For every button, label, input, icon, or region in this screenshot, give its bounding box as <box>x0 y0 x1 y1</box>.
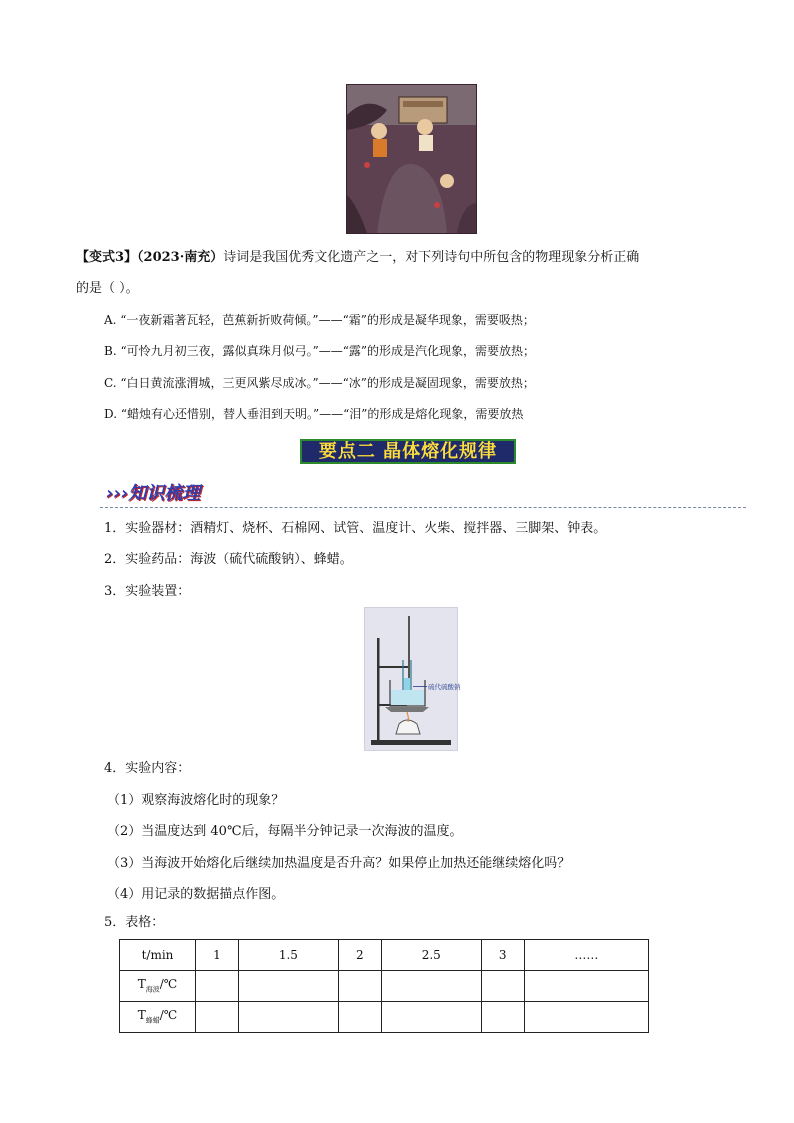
table-cell <box>381 971 481 1002</box>
item-apparatus: 3．实验装置： <box>104 584 191 599</box>
item-table-label: 5．表格： <box>104 915 165 930</box>
question-stem-text: 诗词是我国优秀文化遗产之一，对下列诗句中所包含的物理现象分析正确 <box>223 250 640 265</box>
step-1: （1）观察海波熔化时的现象？ <box>107 793 285 808</box>
table-cell <box>338 971 381 1002</box>
table-cell <box>524 1002 648 1033</box>
table-cell <box>238 1002 338 1033</box>
option-a: A. “一夜新霜著瓦轻，芭蕉新折败荷倾。”——“霜”的形成是凝华现象，需要吸热； <box>104 313 535 327</box>
option-d: D. “蜡烛有心还惜别，替人垂泪到天明。”——“泪”的形成是熔化现象，需要放热 <box>104 407 524 421</box>
question-stem-line1 <box>76 249 639 267</box>
table-row <box>120 1002 649 1033</box>
header-cell: 3 <box>481 940 524 971</box>
row-label-wax: $T_{蜂蜡}/℃$ <box>120 1002 196 1033</box>
step-4: （4）用记录的数据描点作图。 <box>107 887 285 902</box>
table-cell <box>196 1002 239 1033</box>
item-materials: 1．实验器材：酒精灯、烧杯、石棉网、试管、温度计、火柴、搅拌器、三脚架、钟表。 <box>104 521 607 536</box>
table-cell <box>381 1002 481 1033</box>
question-stem-line2: 的是（ ）。 <box>76 281 139 296</box>
knowledge-banner: ›››知识梳理 <box>106 483 201 504</box>
section-title: 要点二 晶体熔化规律 <box>300 439 516 464</box>
apparatus-label: 硫代硫酸钠 <box>428 683 461 691</box>
table-cell <box>524 971 648 1002</box>
question-tag: 【变式3】 <box>76 250 138 265</box>
item-content: 4．实验内容： <box>104 761 191 776</box>
header-cell: 2.5 <box>381 940 481 971</box>
step-3: （3）当海波开始熔化后继续加热温度是否升高？如果停止加热还能继续熔化吗？ <box>107 856 571 871</box>
item-reagents: 2．实验药品：海波（硫代硫酸钠）、蜂蜡。 <box>104 552 353 567</box>
table-cell <box>481 971 524 1002</box>
table-cell <box>338 1002 381 1033</box>
dotted-divider <box>100 507 746 508</box>
header-cell: t/min <box>120 940 196 971</box>
table-cell <box>238 971 338 1002</box>
poem-illustration-picture <box>347 85 476 233</box>
table-header-row <box>120 940 649 971</box>
row-label-hypo: $T_{海波}/℃$ <box>120 971 196 1002</box>
apparatus-diagram <box>364 607 461 751</box>
step-2: （2）当温度达到 40℃后，每隔半分钟记录一次海波的温度。 <box>107 824 463 839</box>
question-source: （2023·南充） <box>137 250 224 265</box>
header-cell: 1 <box>196 940 239 971</box>
header-cell: 2 <box>338 940 381 971</box>
table-row <box>120 971 649 1002</box>
data-table <box>119 939 649 1033</box>
option-c: C. “白日黄流涨渭城，三更风紫尽成冰。”——“冰”的形成是凝固现象，需要放热； <box>104 376 535 390</box>
table-cell <box>481 1002 524 1033</box>
header-cell: …… <box>524 940 648 971</box>
header-cell: 1.5 <box>238 940 338 971</box>
poem-illustration <box>346 84 477 234</box>
option-b: B. “可怜九月初三夜，露似真珠月似弓。”——“露”的形成是汽化现象，需要放热； <box>104 344 535 358</box>
table-cell <box>196 971 239 1002</box>
apparatus-picture <box>365 608 461 750</box>
